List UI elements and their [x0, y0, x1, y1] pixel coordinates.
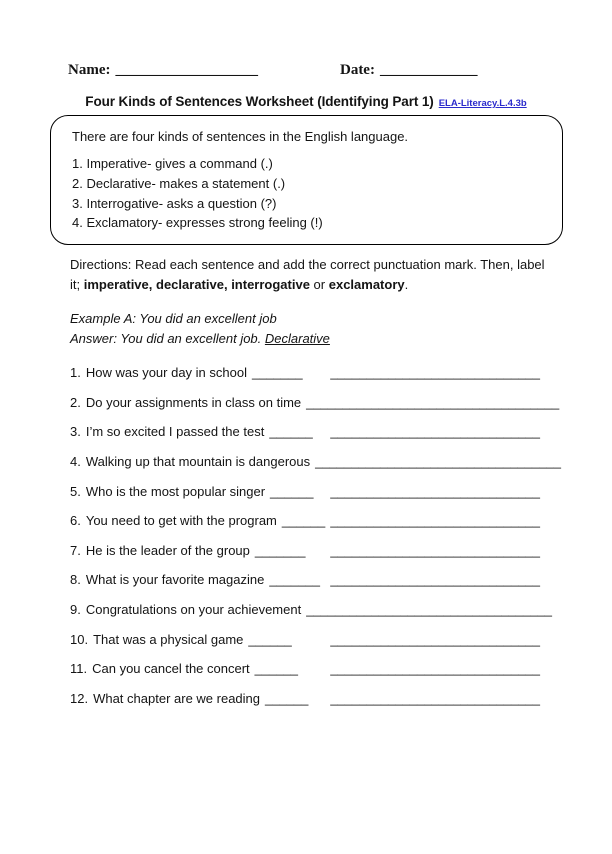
question-text: What chapter are we reading — [93, 691, 261, 707]
label-blank: _____________________________ — [330, 631, 540, 647]
question-text: He is the leader of the group — [85, 542, 250, 558]
example-block — [70, 309, 612, 349]
question-text: Do your assignments in class on time — [85, 394, 302, 410]
punctuation-blank: ______ — [281, 513, 326, 529]
question-number: 5. — [70, 483, 81, 499]
punctuation-blank: _______ — [254, 542, 306, 558]
question-row — [70, 365, 540, 395]
question-number: 1. — [70, 365, 81, 380]
label-blank: _____________________________ — [349, 394, 560, 410]
question-text: That was a physical game — [93, 631, 244, 647]
title-row — [0, 94, 612, 109]
term-declarative: declarative, — [156, 276, 228, 292]
question-number: 7. — [70, 542, 81, 558]
date-field — [340, 62, 477, 79]
worksheet-header — [68, 62, 612, 79]
label-blank: _____________________________ — [351, 453, 561, 469]
punctuation-blank: _____ — [315, 453, 352, 469]
punctuation-blank: _______ — [269, 572, 320, 588]
definition-item-imperative: 1. Imperative- gives a command (.) — [72, 156, 273, 171]
question-row — [70, 394, 560, 425]
question-text: How was your day in school — [85, 365, 247, 380]
question-row — [70, 602, 553, 632]
question-text: Who is the most popular singer — [85, 483, 266, 499]
name-label: Name: — [68, 62, 111, 78]
label-blank: _____________________________ — [330, 691, 540, 707]
name-blank-line: ___________________ — [115, 62, 258, 78]
label-blank: _____________________________ — [330, 513, 540, 529]
question-row — [70, 632, 540, 662]
label-blank: _____________________________ — [330, 542, 540, 558]
question-number: 10. — [70, 631, 89, 647]
directions-text — [70, 255, 556, 294]
example-line: Example A: You did an excellent job — [70, 311, 277, 326]
date-label: Date: — [339, 62, 375, 78]
question-row — [70, 453, 561, 484]
label-blank: _____________________________ — [330, 365, 540, 380]
answer-line — [70, 329, 612, 349]
directions-line2-prefix: it; — [70, 276, 84, 292]
separator: or — [309, 276, 329, 292]
question-row — [70, 661, 540, 691]
definition-item-interrogative: 3. Interrogative- asks a question (?) — [72, 195, 277, 211]
question-text: Can you cancel the concert — [92, 661, 250, 677]
definitions-intro: There are four kinds of sentences in the English language. — [72, 129, 409, 144]
term-interrogative: interrogative — [231, 276, 310, 292]
question-number: 4. — [70, 453, 81, 469]
name-field — [68, 62, 258, 79]
question-row — [70, 543, 540, 573]
punctuation-blank: ______ — [270, 483, 314, 499]
question-number: 6. — [70, 513, 81, 529]
date-blank-line: _____________ — [379, 62, 478, 78]
question-number: 9. — [70, 602, 81, 618]
page-title: Four Kinds of Sentences Worksheet (Identifying Part 1) — [85, 94, 434, 109]
definition-item-declarative: 2. Declarative- makes a statement (.) — [72, 175, 286, 191]
punctuation-blank: ______ — [269, 424, 313, 440]
punctuation-blank: ______ — [248, 631, 292, 647]
punctuation-blank: ______ — [254, 661, 299, 677]
question-number: 11. — [70, 661, 88, 677]
answer-label-underlined: Declarative — [264, 331, 330, 346]
label-blank: _____________________________ — [330, 424, 540, 440]
punctuation-blank: _______ — [251, 365, 303, 380]
punctuation-blank: ______ — [265, 691, 309, 707]
question-number: 8. — [70, 572, 81, 588]
question-list — [70, 365, 561, 721]
question-row — [70, 691, 540, 721]
question-text: You need to get with the program — [85, 513, 277, 529]
question-text: I’m so excited I passed the test — [85, 424, 265, 440]
question-row — [70, 484, 540, 514]
standard-link[interactable]: ELA-Literacy.L.4.3b — [438, 98, 527, 109]
punctuation-blank: _____ — [306, 602, 343, 618]
sentence-end: . — [404, 276, 409, 292]
punctuation-blank: ______ — [306, 394, 350, 410]
question-row — [70, 513, 540, 543]
question-number: 3. — [70, 424, 81, 440]
question-row — [70, 572, 540, 602]
answer-text: Answer: You did an excellent job. — [70, 331, 265, 346]
question-text: What is your favorite magazine — [85, 572, 265, 588]
label-blank: _____________________________ — [330, 572, 540, 588]
definitions-box — [50, 115, 563, 245]
label-blank: _____________________________ — [342, 602, 553, 618]
question-text: Walking up that mountain is dangerous — [85, 453, 311, 469]
question-number: 2. — [70, 394, 81, 410]
definition-item-exclamatory: 4. Exclamatory- expresses strong feeling (!) — [72, 215, 323, 231]
term-imperative: imperative, — [83, 276, 153, 292]
question-text: Congratulations on your achievement — [85, 602, 302, 618]
question-row — [70, 424, 540, 454]
question-number: 12. — [70, 691, 89, 707]
label-blank: _____________________________ — [330, 483, 540, 499]
term-exclamatory: exclamatory — [328, 276, 405, 292]
label-blank: _____________________________ — [330, 661, 540, 677]
directions-line1: Directions: Read each sentence and add the correct punctuation mark. Then, label — [70, 257, 545, 272]
